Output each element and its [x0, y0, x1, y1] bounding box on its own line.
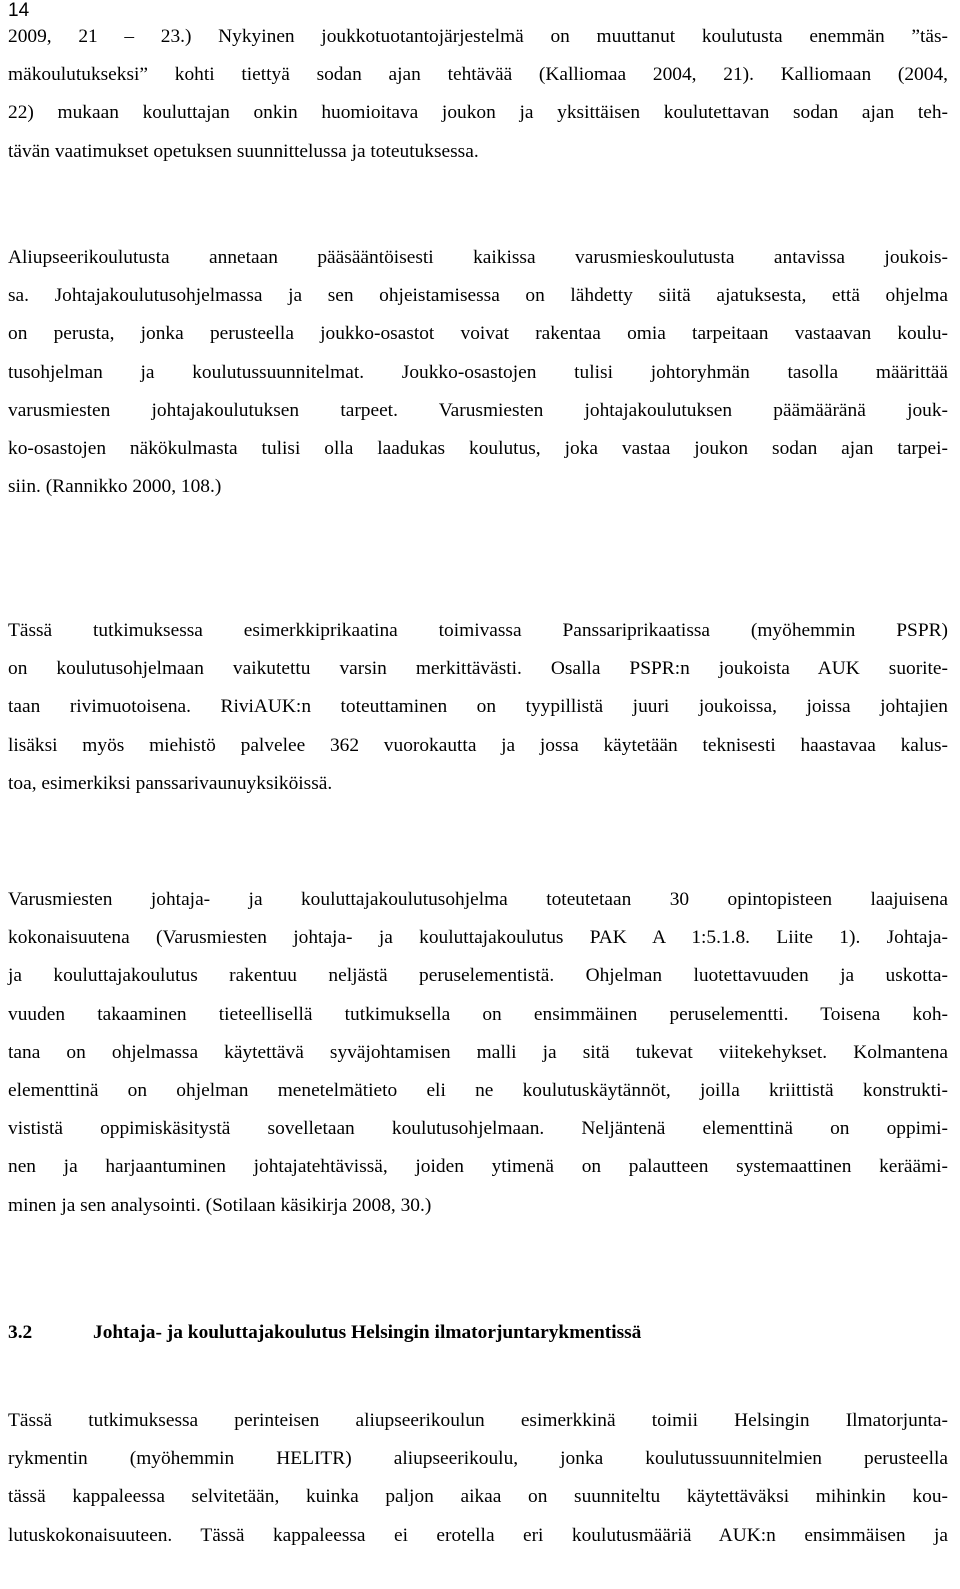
text-line: kokonaisuutena (Varusmiesten johtaja- ja kouluttajakoulutus PAK A 1:5.1.8. Liite 1). Johtaja- [8, 927, 948, 949]
section-title: Johtaja- ja kouluttajakoulutus Helsingin ilmatorjuntarykmentissä [93, 1322, 642, 1343]
text-line: sa. Johtajakoulutusohjelmassa ja sen ohjeistamisessa on lähdetty siitä ajatuksesta, että ohjelma [8, 285, 948, 307]
text-line: vististä oppimiskäsitystä sovelletaan koulutusohjelmaan. Neljäntenä elementtinä on oppimi- [8, 1118, 948, 1140]
paragraph-3 [8, 612, 948, 803]
text-line: mäkoulutukseksi” kohti tiettyä sodan ajan tehtävää (Kalliomaa 2004, 21). Kalliomaan (2004, [8, 64, 948, 86]
text-line: toa, esimerkiksi panssarivaunuyksiköissä. [8, 772, 333, 794]
text-line: siin. (Rannikko 2000, 108.) [8, 476, 222, 498]
text-line: vuuden takaaminen tieteellisellä tutkimuksella on ensimmäinen peruselementti. Toisena koh- [8, 1003, 948, 1025]
text-line: Varusmiesten johtaja- ja kouluttajakoulutusohjelma toteutetaan 30 opintopisteen laajuisena [8, 889, 948, 910]
text-line: minen ja sen analysointi. (Sotilaan käsikirja 2008, 30.) [8, 1194, 432, 1216]
text-line: tässä kappaleessa selvitetään, kuinka paljon aikaa on suunniteltu käytettäväksi mihinkin kou- [8, 1486, 948, 1508]
text-line: 2009, 21 – 23.) Nykyinen joukkotuotantojärjestelmä on muuttanut koulutusta enemmän ”täs- [8, 26, 948, 47]
paragraph-1 [8, 18, 948, 171]
paragraph-2 [8, 239, 948, 506]
text-line: Aliupseerikoulutusta annetaan pääsääntöisesti kaikissa varusmieskoulutusta antavissa joukois- [8, 247, 948, 268]
text-line: tävän vaatimukset opetuksen suunnittelussa ja toteutuksessa. [8, 140, 479, 162]
text-line: nen ja harjaantuminen johtajatehtävissä, joiden ytimenä on palautteen systemaattinen keräämi- [8, 1156, 948, 1178]
text-line: elementtinä on ohjelman menetelmätieto eli ne koulutuskäytännöt, joilla kriittistä konstrukti- [8, 1080, 948, 1102]
text-line: tusohjelman ja koulutussuunnitelmat. Joukko-osastojen tulisi johtoryhmän tasolla määrittää [8, 361, 948, 383]
text-line: lisäksi myös miehistö palvelee 362 vuorokautta ja jossa käytetään teknisesti haastavaa kalus- [8, 734, 948, 756]
text-line: 22) mukaan kouluttajan onkin huomioitava joukon ja yksittäisen koulutettavan sodan ajan teh- [8, 102, 948, 124]
section-heading [8, 1321, 641, 1345]
page-number: 14 [8, 0, 30, 21]
paragraph-4 [8, 881, 948, 1225]
text-line: Tässä tutkimuksessa perinteisen aliupseerikoulun esimerkkinä toimii Helsingin Ilmatorjunta- [8, 1410, 948, 1431]
text-line: ko-osastojen näkökulmasta tulisi olla laadukas koulutus, joka vastaa joukon sodan ajan tarpei- [8, 438, 948, 460]
text-line: on perusta, jonka perusteella joukko-osastot voivat rakentaa omia tarpeitaan vastaavan koulu- [8, 323, 948, 345]
text-line: lutuskokonaisuuteen. Tässä kappaleessa ei erotella eri koulutusmääriä AUK:n ensimmäisen ja [8, 1524, 948, 1546]
text-line: taan rivimuotoisena. RiviAUK:n toteuttaminen on tyypillistä juuri joukoissa, joissa johtajien [8, 696, 948, 718]
paragraph-5 [8, 1402, 948, 1555]
text-line: on koulutusohjelmaan vaikutettu varsin merkittävästi. Osalla PSPR:n joukoista AUK suorite- [8, 658, 948, 680]
text-line: Tässä tutkimuksessa esimerkkiprikaatina toimivassa Panssariprikaatissa (myöhemmin PSPR) [8, 620, 948, 641]
section-number: 3.2 [8, 1322, 33, 1343]
text-line: varusmiesten johtajakoulutuksen tarpeet. Varusmiesten johtajakoulutuksen päämääränä jouk- [8, 399, 948, 421]
text-line: rykmentin (myöhemmin HELITR) aliupseerikoulu, jonka koulutussuunnitelmien perusteella [8, 1448, 948, 1470]
text-line: ja kouluttajakoulutus rakentuu neljästä peruselementistä. Ohjelman luotettavuuden ja uskotta- [8, 965, 948, 987]
text-line: tana on ohjelmassa käytettävä syväjohtamisen malli ja sitä tukevat viitekehykset. Kolmantena [8, 1041, 948, 1063]
